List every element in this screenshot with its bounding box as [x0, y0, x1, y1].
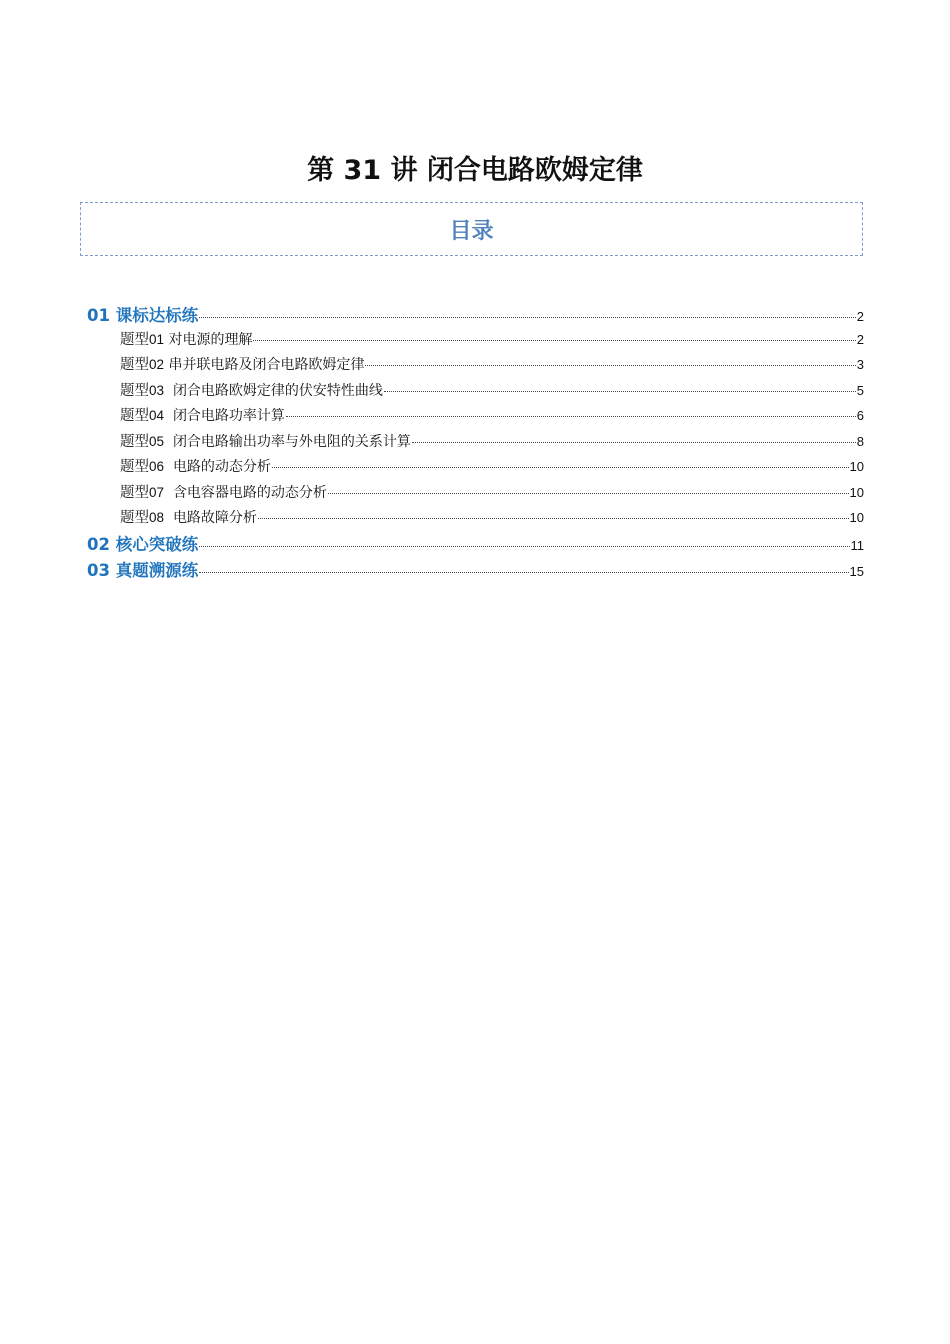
toc-entry-type-02[interactable]	[120, 353, 864, 379]
toc-entry-text: 闭合电路输出功率与外电阻的关系计算	[172, 434, 411, 450]
document-title: 第 31 讲 闭合电路欧姆定律	[307, 155, 643, 187]
toc-heading: 目录	[449, 218, 494, 244]
toc-entry-text: 闭合电路功率计算	[172, 408, 285, 424]
dot-leader	[365, 365, 855, 366]
toc-entry-prefix: 题型	[120, 510, 149, 526]
dot-leader	[272, 467, 849, 468]
toc-entry-type-05[interactable]	[120, 430, 864, 456]
toc-entry-type-03[interactable]	[120, 379, 864, 405]
dot-leader	[412, 442, 856, 443]
toc-entry-text: 电路故障分析	[172, 510, 257, 526]
toc-entry-page: 3	[856, 357, 864, 372]
toc-entry-section-02[interactable]	[87, 531, 864, 557]
toc-entry-section-01[interactable]	[87, 302, 864, 328]
toc-entry-prefix: 题型	[120, 357, 149, 373]
toc-entry-prefix: 题型	[120, 434, 149, 450]
toc-entry-page: 10	[849, 485, 864, 500]
toc-entry-page: 6	[856, 408, 864, 423]
toc-entry-number: 06	[149, 459, 165, 474]
toc-entry-label	[120, 506, 257, 527]
toc-entry-type-07[interactable]	[120, 481, 864, 507]
toc-entry-prefix: 题型	[120, 485, 149, 501]
toc-entry-prefix: 题型	[120, 332, 149, 348]
toc-entry-page: 2	[856, 332, 864, 347]
toc-entry-page: 15	[849, 564, 864, 579]
toc-entry-text: 含电容器电路的动态分析	[172, 485, 327, 501]
dot-leader	[253, 340, 855, 341]
dot-leader	[199, 546, 849, 547]
toc-entry-page: 11	[850, 538, 864, 553]
toc-entry-label: 01 课标达标练	[87, 306, 199, 325]
toc-entry-number: 02	[149, 357, 165, 372]
toc-entry-label	[120, 353, 364, 374]
toc-entry-section-03[interactable]	[87, 557, 864, 583]
toc-entry-label	[120, 328, 252, 349]
toc-entry-label	[120, 455, 271, 476]
toc-entry-number: 07	[149, 485, 165, 500]
toc-entry-text: 闭合电路欧姆定律的伏安特性曲线	[172, 383, 383, 399]
toc-entry-type-08[interactable]	[120, 506, 864, 532]
dot-leader	[328, 493, 849, 494]
toc-entry-text: 串并联电路及闭合电路欧姆定律	[168, 357, 365, 373]
toc-entry-prefix: 题型	[120, 459, 149, 475]
dot-leader	[199, 317, 856, 318]
toc-entry-page: 5	[856, 383, 864, 398]
toc-entry-number: 05	[149, 434, 165, 449]
dot-leader	[286, 416, 856, 417]
toc-entry-label	[120, 481, 327, 502]
toc-entry-number: 03	[149, 383, 165, 398]
toc-entry-page: 10	[849, 459, 864, 474]
toc-entry-page: 8	[856, 434, 864, 449]
dot-leader	[384, 391, 856, 392]
toc-entry-label	[120, 430, 411, 451]
toc-entry-prefix: 题型	[120, 408, 149, 424]
toc-entry-text: 对电源的理解	[168, 332, 253, 348]
toc-entry-text: 电路的动态分析	[172, 459, 271, 475]
toc-entry-prefix: 题型	[120, 383, 149, 399]
toc-entry-number: 08	[149, 510, 165, 525]
dot-leader	[199, 572, 848, 573]
toc-entry-label: 03 真题溯源练	[87, 561, 199, 580]
toc-entry-number: 04	[149, 408, 165, 423]
dot-leader	[258, 518, 849, 519]
toc-heading-box	[80, 202, 863, 256]
toc-entry-type-01[interactable]	[120, 328, 864, 354]
toc-entry-type-06[interactable]	[120, 455, 864, 481]
toc-entry-label	[120, 404, 285, 425]
toc-entry-type-04[interactable]	[120, 404, 864, 430]
toc-entry-number: 01	[149, 332, 165, 347]
toc-entry-label: 02 核心突破练	[87, 535, 199, 554]
toc-entry-label	[120, 379, 383, 400]
toc-entry-page: 2	[856, 309, 864, 324]
toc-entry-page: 10	[849, 510, 864, 525]
